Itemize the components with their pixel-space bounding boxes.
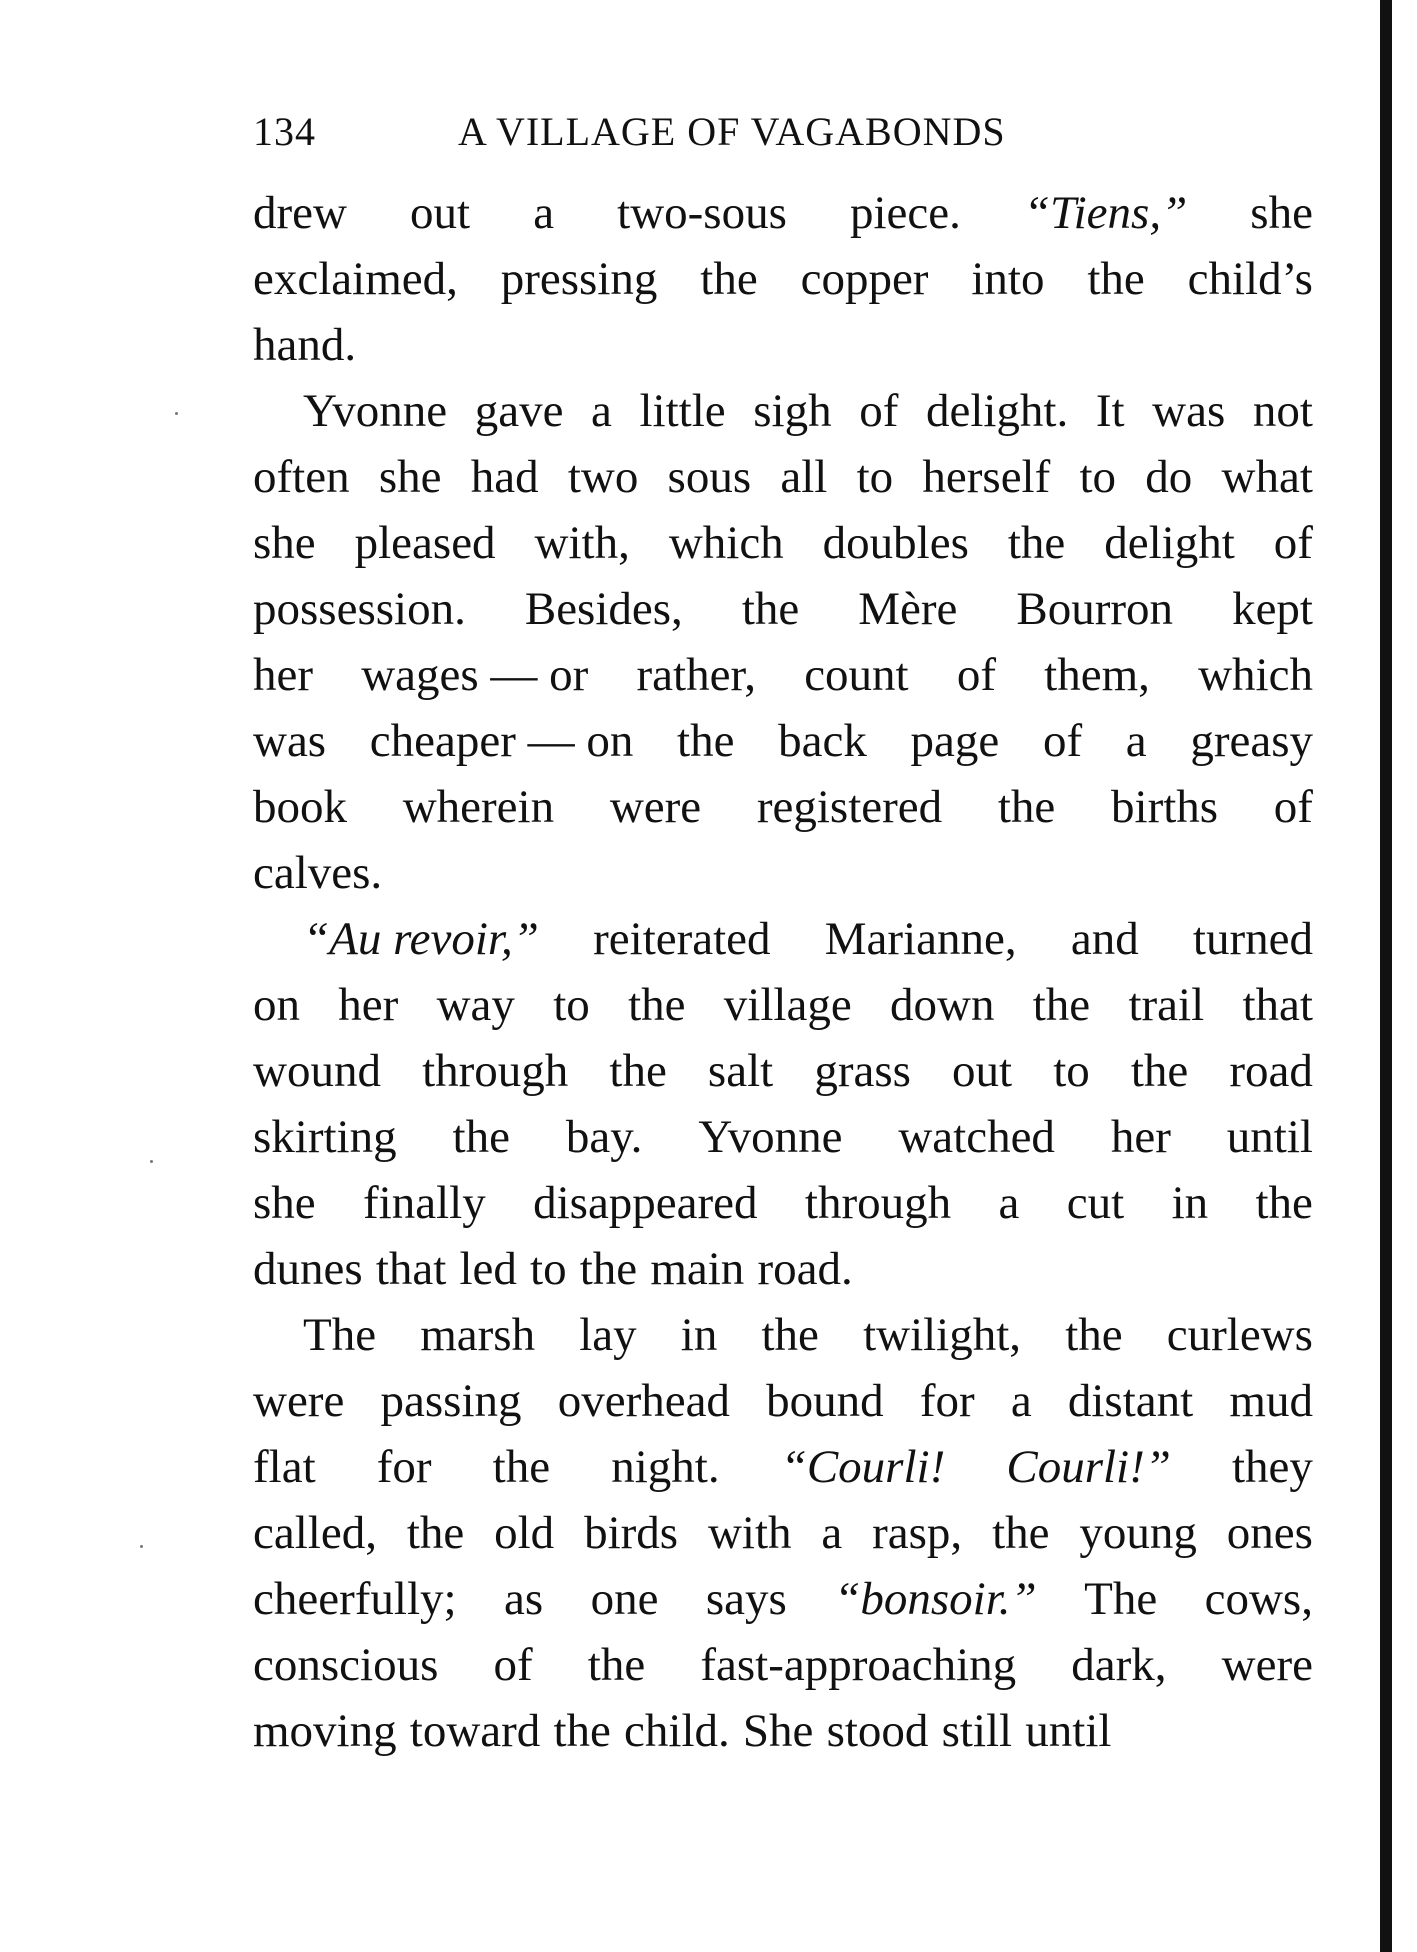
word: the (492, 1441, 551, 1493)
word: all (780, 451, 828, 503)
word: as (503, 1573, 544, 1625)
word: what (1221, 451, 1313, 503)
word: night. (611, 1441, 720, 1493)
word: child’s (1187, 253, 1313, 305)
word: turned (1192, 913, 1313, 965)
word: with (707, 1507, 792, 1559)
word: flat (253, 1441, 316, 1493)
word: of (493, 1639, 533, 1691)
word: was (1152, 385, 1226, 437)
text-line (253, 1500, 1313, 1566)
word: twilight, (863, 1309, 1022, 1361)
word: lay (579, 1309, 637, 1361)
word: copper (800, 253, 929, 305)
word: watched (898, 1111, 1055, 1163)
text-line (253, 1566, 1313, 1632)
word: that (1242, 979, 1313, 1031)
body-text (253, 180, 1313, 1764)
word: Courli!” (1006, 1441, 1171, 1493)
word: “bonsoir.” (834, 1573, 1037, 1625)
word: of (1273, 517, 1313, 569)
word: her (1110, 1111, 1171, 1163)
word: births (1111, 781, 1219, 833)
text-line (253, 840, 1313, 906)
text-line (253, 180, 1313, 246)
paragraph (253, 906, 1313, 1302)
word: with, (534, 517, 630, 569)
word: do (1145, 451, 1193, 503)
word: sigh (753, 385, 832, 437)
word: village (723, 979, 852, 1031)
word: bay. (565, 1111, 643, 1163)
word: she (253, 517, 316, 569)
word: hand. (253, 319, 357, 371)
word: on (253, 979, 300, 1031)
word: way (436, 979, 515, 1031)
word: to (530, 1243, 567, 1295)
word: which (668, 517, 784, 569)
word: the (609, 1045, 667, 1097)
word: wound (253, 1045, 381, 1097)
word: page (910, 715, 1000, 767)
word: back (778, 715, 867, 767)
word: child. (624, 1705, 730, 1757)
word: registered (756, 781, 943, 833)
word: doubles (822, 517, 969, 569)
word: the (553, 1705, 611, 1757)
text-line (253, 1632, 1313, 1698)
word: possession. (253, 583, 466, 635)
word: the (1255, 1177, 1313, 1229)
text-line (253, 708, 1313, 774)
word: skirting (253, 1111, 397, 1163)
word: fast-approaching (700, 1639, 1017, 1691)
word: were (1221, 1639, 1313, 1691)
word: curlews (1166, 1309, 1313, 1361)
word: She (742, 1705, 814, 1757)
word: Bourron (1016, 583, 1174, 635)
word: disappeared (533, 1177, 758, 1229)
word: the (992, 1507, 1050, 1559)
word: in (680, 1309, 718, 1361)
word: sous (667, 451, 752, 503)
word: dark, (1071, 1639, 1167, 1691)
word: mud (1229, 1375, 1313, 1427)
word: pleased (354, 517, 496, 569)
word: her (253, 649, 314, 701)
word: count (804, 649, 909, 701)
word: road. (757, 1243, 853, 1295)
word: two (567, 451, 639, 503)
word: the (628, 979, 686, 1031)
word: “Tiens,” (1023, 187, 1188, 239)
word: not (1252, 385, 1313, 437)
word: old (494, 1507, 555, 1559)
word: for (376, 1441, 432, 1493)
text-line (253, 1698, 1313, 1764)
word: rather, (636, 649, 756, 701)
word: salt (707, 1045, 774, 1097)
word: The (303, 1309, 377, 1361)
word: the (1065, 1309, 1123, 1361)
word: through (804, 1177, 952, 1229)
word: she (253, 1177, 316, 1229)
word: a (998, 1177, 1020, 1229)
word: cheaper — on (369, 715, 634, 767)
word: reiterated (593, 913, 771, 965)
word: often (253, 451, 350, 503)
word: and (1070, 913, 1139, 965)
word: says (705, 1573, 787, 1625)
word: a (1125, 715, 1147, 767)
word: down (890, 979, 995, 1031)
word: road (1229, 1045, 1313, 1097)
paragraph (253, 378, 1313, 906)
word: were (253, 1375, 345, 1427)
text-line (253, 246, 1313, 312)
word: “Au revoir,” (303, 913, 539, 965)
word: a (1010, 1375, 1032, 1427)
word: delight (1104, 517, 1235, 569)
running-title: A VILLAGE OF VAGABONDS (458, 109, 1006, 154)
paragraph (253, 1302, 1313, 1764)
page-header (253, 108, 1313, 158)
page-edge-shadow (1380, 0, 1392, 1952)
word: grass (814, 1045, 911, 1097)
word: toward (409, 1705, 541, 1757)
word: little (639, 385, 726, 437)
word: which (1198, 649, 1313, 701)
paper-speck (175, 412, 178, 415)
text-line (253, 1038, 1313, 1104)
word: of (1273, 781, 1313, 833)
word: of (956, 649, 996, 701)
word: a (533, 187, 555, 239)
word: to (553, 979, 590, 1031)
word: wages — or (361, 649, 589, 701)
word: ones (1226, 1507, 1313, 1559)
word: book (253, 781, 347, 833)
word: herself (922, 451, 1051, 503)
word: through (422, 1045, 569, 1097)
text-line (253, 1104, 1313, 1170)
word: she (1250, 187, 1313, 239)
word: Yvonne (303, 385, 448, 437)
word: kept (1232, 583, 1313, 635)
word: them, (1044, 649, 1150, 701)
text-line (253, 1368, 1313, 1434)
text-line (253, 972, 1313, 1038)
word: trail (1128, 979, 1205, 1031)
word: bound (766, 1375, 884, 1427)
word: for (919, 1375, 975, 1427)
word: until (1226, 1111, 1313, 1163)
word: the (1130, 1045, 1189, 1097)
word: the (700, 253, 758, 305)
word: the (1087, 253, 1145, 305)
word: still (941, 1705, 1013, 1757)
text-line (253, 774, 1313, 840)
word: marsh (420, 1309, 536, 1361)
word: to (856, 451, 894, 503)
word: young (1079, 1507, 1197, 1559)
word: cut (1066, 1177, 1125, 1229)
word: the (761, 1309, 819, 1361)
word: they (1232, 1441, 1313, 1493)
word: distant (1067, 1375, 1194, 1427)
text-line (253, 510, 1313, 576)
word: Besides, (524, 583, 683, 635)
word: a (591, 385, 612, 437)
word: that (375, 1243, 447, 1295)
word: of (1042, 715, 1083, 767)
word: gave (474, 385, 564, 437)
word: had (470, 451, 539, 503)
word: main (650, 1243, 745, 1295)
word: Mère (858, 583, 958, 635)
word: birds (584, 1507, 679, 1559)
page-number: 134 (253, 109, 316, 154)
word: the (1007, 517, 1066, 569)
word: The (1084, 1573, 1158, 1625)
word: two-sous (617, 187, 787, 239)
text-line (253, 378, 1313, 444)
word: the (587, 1639, 646, 1691)
word: calves. (253, 847, 383, 899)
word: cows, (1204, 1573, 1313, 1625)
word: to (1053, 1045, 1090, 1097)
word: the (406, 1507, 465, 1559)
word: one (590, 1573, 659, 1625)
word: drew (253, 187, 347, 239)
word: led (459, 1243, 517, 1295)
word: greasy (1190, 715, 1313, 767)
word: in (1171, 1177, 1209, 1229)
word: the (741, 583, 800, 635)
paper-speck (150, 1160, 153, 1163)
word: Marianne, (824, 913, 1017, 965)
word: the (677, 715, 735, 767)
word: dunes (253, 1243, 363, 1295)
text-line (253, 906, 1313, 972)
word: overhead (557, 1375, 730, 1427)
text-line (253, 642, 1313, 708)
paper-speck (140, 1545, 143, 1548)
word: passing (380, 1375, 522, 1427)
word: wherein (402, 781, 555, 833)
word: rasp, (872, 1507, 963, 1559)
word: were (609, 781, 702, 833)
word: the (452, 1111, 510, 1163)
word: cheerfully; (253, 1573, 457, 1625)
word: finally (363, 1177, 486, 1229)
word: Yvonne (698, 1111, 843, 1163)
text-line (253, 1434, 1313, 1500)
word: to (1079, 451, 1117, 503)
word: moving (253, 1705, 397, 1757)
word: pressing (500, 253, 658, 305)
text-line (253, 312, 1313, 378)
word: she (378, 451, 442, 503)
word: a (821, 1507, 843, 1559)
word: It (1095, 385, 1125, 437)
word: called, (253, 1507, 377, 1559)
text-line (253, 576, 1313, 642)
word: conscious (253, 1639, 439, 1691)
word: was (253, 715, 327, 767)
word: the (997, 781, 1056, 833)
word: out (410, 187, 471, 239)
word: the (1032, 979, 1091, 1031)
word: stood (826, 1705, 929, 1757)
text-line (253, 1236, 1313, 1302)
word: of (859, 385, 899, 437)
word: until (1025, 1705, 1112, 1757)
word: the (579, 1243, 638, 1295)
text-line (253, 1302, 1313, 1368)
paragraph (253, 180, 1313, 378)
word: piece. (849, 187, 961, 239)
word: out (952, 1045, 1013, 1097)
text-line (253, 444, 1313, 510)
word: into (971, 253, 1045, 305)
word: “Courli! (780, 1441, 946, 1493)
word: her (338, 979, 399, 1031)
text-line (253, 1170, 1313, 1236)
word: exclaimed, (253, 253, 458, 305)
word: delight. (925, 385, 1069, 437)
